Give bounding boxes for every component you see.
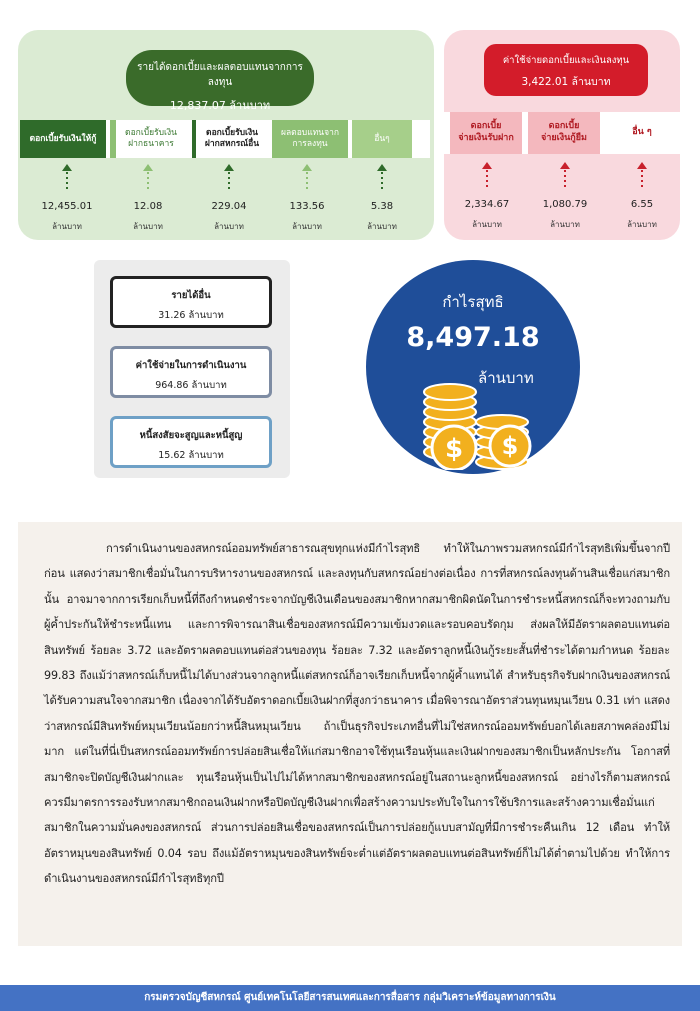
dotted-arrow-up-icon (302, 164, 312, 190)
expense-tab-deposit-interest (450, 112, 522, 154)
dotted-arrow-up-icon (143, 164, 153, 190)
net-profit-label: กำไรสุทธิ (442, 293, 504, 311)
income-tab-coop-deposit-interest (192, 120, 268, 158)
dotted-arrow-up-icon (224, 164, 234, 190)
income-tab-label: ฝากสหกรณ์อื่น (204, 139, 260, 149)
expense-tab-other (608, 112, 676, 154)
income-total: 12,837.07 ล้านบาท (169, 99, 271, 112)
net-profit-unit: ล้านบาท (478, 369, 534, 387)
analysis-text-box (18, 522, 682, 946)
income-tab-label: ฝากธนาคาร (128, 139, 174, 149)
bad-debt-box (110, 416, 272, 468)
income-title-box (126, 50, 314, 112)
dotted-arrow-up-icon (62, 164, 72, 190)
income-tab-label: การลงทุน (292, 139, 328, 149)
operating-expense-box (110, 346, 272, 398)
bad-debt-label: หนี้สงสัยจะสูญและหนี้สูญ (139, 430, 243, 441)
coin-stack-icon (416, 378, 536, 470)
income-tab-investment-return (272, 120, 348, 158)
footer-bar: กรมตรวจบัญชีสหกรณ์ ศูนย์เทคโนโลยีสารสนเทศและการสื่อสาร กลุ่มวิเคราะห์ข้อมูลทางการเงิน (0, 985, 700, 1011)
expense-value-other: 6.55 (630, 199, 654, 210)
expense-total: 3,422.01 ล้านบาท (521, 76, 611, 88)
expense-tab-label: จ่ายเงินกู้ยืม (541, 133, 587, 143)
svg-text:$: $ (501, 432, 519, 460)
income-value-loan-interest: 12,455.01 (41, 201, 93, 212)
income-title: รายได้ดอกเบี้ยและผลตอบแทนจากการลงทุน (137, 62, 303, 88)
income-tab-other (352, 120, 412, 158)
income-tab-label: ดอกเบี้ยรับเงิน (125, 128, 177, 139)
svg-text:$: $ (444, 434, 464, 464)
other-income-value: 31.26 ล้านบาท (158, 310, 224, 321)
income-tab-label: ดอกเบี้ยรับเงินให้กู้ (29, 133, 97, 144)
expense-tab-label: จ่ายเงินรับฝาก (458, 133, 514, 143)
income-unit: ล้านบาท (292, 222, 322, 231)
dotted-arrow-up-icon (377, 164, 387, 190)
expense-tab-borrowing-interest (528, 112, 600, 154)
income-unit: ล้านบาท (367, 222, 397, 231)
net-profit-value: 8,497.18 (406, 322, 540, 353)
expense-title: ค่าใช้จ่ายดอกเบี้ยและเงินลงทุน (502, 55, 630, 66)
income-unit: ล้านบาท (133, 222, 163, 231)
income-value-bank-deposit-interest: 12.08 (133, 201, 163, 212)
income-tab-label: อื่นๆ (374, 133, 390, 144)
net-profit-circle (366, 260, 580, 474)
expense-tab-label: อื่น ๆ (632, 127, 652, 138)
income-unit: ล้านบาท (52, 222, 82, 231)
income-tab-label: ผลตอบแทนจาก (280, 128, 339, 139)
other-income-label: รายได้อื่น (171, 290, 211, 301)
expense-tab-label: ดอกเบี้ย (470, 121, 502, 132)
expense-value-deposit-interest: 2,334.67 (464, 199, 510, 210)
expense-tab-label: ดอกเบี้ย (548, 121, 580, 132)
income-tab-label: ดอกเบี้ยรับเงิน (206, 128, 258, 139)
dotted-arrow-up-icon (482, 162, 492, 188)
bad-debt-value: 15.62 ล้านบาท (158, 450, 224, 461)
other-income-box (110, 276, 272, 328)
expense-unit: ล้านบาท (627, 220, 657, 229)
income-value-coop-deposit-interest: 229.04 (211, 201, 247, 212)
analysis-paragraph: การดำเนินงานของสหกรณ์ออมทรัพย์สาธารณสุขทุกแห่งมีกำไรสุทธิ ทำให้ในภาพรวมสหกรณ์มีกำไรสุทธิเพิ่มขึ้นจากปีก่อน แสดงว่าสมาชิกเชื่อมั่นในการบริหารงานของสหกรณ์ และลงทุนกับสหกรณ์อย่างต่อเนื่อง การที่สหกรณ์ลงทุนด้านสินเชื่อแก่สมาชิกนั้น อาจมาจากการเรียกเก็บหนี้ที่ถึงกำหนดชำระจากบัญชีเงินเดือนของสมาชิกหากสมาชิกผิดนัดในการชำระหนี้สหกรณ์ก็จะทวงถามกับผู้ค้ำประกันให้ชำระหนี้แทน และการพิจารณาสินเชื่อของสหกรณ์มีความเข้มงวดและรอบคอบรัดกุม ส่งผลให้มีอัตราผลตอบแทนต่อสินทรัพย์ ร้อยละ 3.72 และอัตราผลตอบแทนต่อส่วนของทุน ร้อยละ 7.32 และอัตราลูกหนี้เงินกู้ระยะสั้นที่ชำระได้ตามกำหนด ร้อยละ 99.83 ถึงแม้ว่าสหกรณ์เก็บหนี้ไม่ได้บางส่วนจากลูกหนี้แต่สหกรณ์ก็อาจเรียกเก็บหนี้จากผู้ค้ำแทนได้ สำหรับธุรกิจรับฝากเงินของสหกรณ์ได้รับความสนใจจากสมาชิก เนื่องจากได้รับอัตราดอกเบี้ยเงินฝากที่สูงกว่าธนาคาร เมื่อพิจารณาอัตราส่วนทุนหมุนเวียน 0.31 เท่า แสดงว่าสหกรณ์มีสินทรัพย์หมุนเวียนน้อยกว่าหนี้สินหมุนเวียน ถ้าเป็นธุรกิจประเภทอื่นที่ไม่ใช่สหกรณ์ออมทรัพย์บอกได้เลยสภาพคล่องมีไม่มาก แต่ในที่นี่เป็นสหกรณ์ออมทรัพย์การปล่อยสินเชื่อให้แก่สมาชิกอาจใช้ทุนเรือนหุ้นและเงินฝากของสมาชิกเป็นหลักประกัน โอกาสที่สมาชิกจะปิดบัญชีเงินฝากและ ทุนเรือนหุ้นเป็นไปไม่ได้หากสมาชิกของสหกรณ์อยู่ในสถานะลูกหนี้ของสหกรณ์ อย่างไรก็ตามสหกรณ์ควรมีมาตรการรองรับหากสมาชิกถอนเงินฝากหรือปิดบัญชีเงินฝากเพื่อสร้างความประทับใจในการใช้บริการและสร้างความเชื่อมั่นแก่สมาชิกในความมั่นคงของสหกรณ์ ส่วนการปล่อยสินเชื่อของสหกรณ์เป็นการปล่อยกู้แบบสามัญที่มีการชำระคืนเกิน 12 เดือน ทำให้อัตราหมุนของสินทรัพย์ 0.04 รอบ ถึงแม้อัตราหมุนของสินทรัพย์จะต่ำแต่อัตราผลตอบแทนต่อสินทรัพย์ก็ไม่ได้ต่ำตามไปด้วย ทำให้การดำเนินงานของสหกรณ์มีกำไรสุทธิทุกปี (44, 542, 670, 886)
operating-expense-value: 964.86 ล้านบาท (155, 380, 227, 391)
dollar-sign-icon (490, 426, 530, 466)
income-tab-bank-deposit-interest (110, 120, 186, 158)
dotted-arrow-up-icon (560, 162, 570, 188)
income-value-investment-return: 133.56 (289, 201, 325, 212)
operating-expense-label: ค่าใช้จ่ายในการดำเนินงาน (135, 360, 247, 371)
income-value-other: 5.38 (370, 201, 394, 212)
dotted-arrow-up-icon (637, 162, 647, 188)
expense-title-box (484, 44, 648, 96)
dollar-sign-icon (432, 426, 476, 470)
expense-unit: ล้านบาท (550, 220, 580, 229)
income-unit: ล้านบาท (214, 222, 244, 231)
expense-unit: ล้านบาท (472, 220, 502, 229)
expense-value-borrowing-interest: 1,080.79 (542, 199, 588, 210)
income-tab-loan-interest (20, 120, 106, 158)
